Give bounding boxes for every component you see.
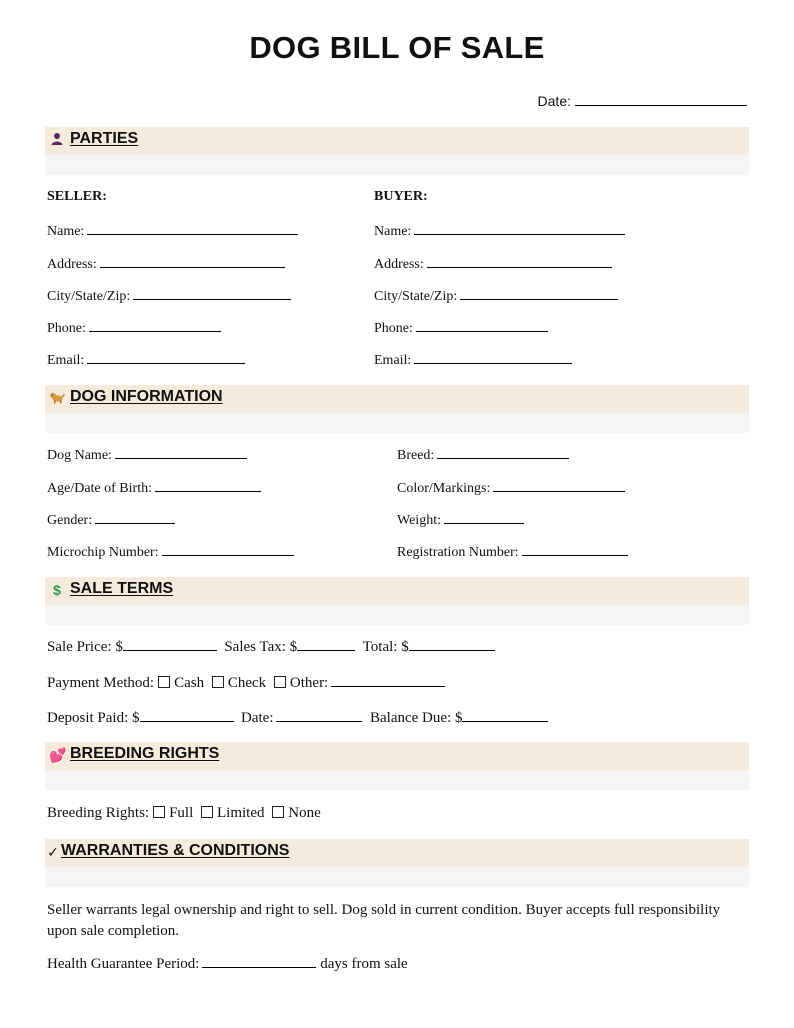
breed-field (397, 446, 569, 464)
color-label: Color/Markings: (397, 481, 491, 496)
seller-heading: SELLER: (47, 189, 107, 204)
payment-method-row (47, 674, 445, 692)
age-field (47, 479, 261, 497)
seller-phone-line[interactable] (89, 319, 221, 332)
gender-field (47, 511, 175, 529)
seller-address-label: Address: (47, 257, 97, 272)
dog-info-section-title: DOG INFORMATION (70, 388, 223, 405)
document-title: DOG BILL OF SALE (249, 30, 545, 65)
limited-checkbox[interactable] (201, 806, 213, 818)
dollar-sign-icon: $ (53, 582, 61, 598)
seller-name-field (47, 222, 298, 240)
balance-due-label: Balance Due: $ (369, 710, 463, 726)
dog-icon (49, 390, 65, 406)
sale-price-label: Sale Price: $ (47, 639, 123, 655)
sale-terms-section-title: SALE TERMS (70, 580, 174, 597)
buyer-address-line[interactable] (427, 255, 612, 268)
check-checkbox[interactable] (212, 676, 224, 688)
buyer-city-field (374, 287, 618, 305)
deposit-date-label: Date: (241, 710, 274, 726)
buyer-name-line[interactable] (414, 222, 625, 235)
dog-name-field (47, 446, 247, 464)
limited-label: Limited (217, 805, 265, 821)
weight-field (397, 511, 524, 529)
buyer-phone-field (374, 319, 548, 337)
date-field (538, 92, 747, 109)
weight-line[interactable] (444, 511, 524, 524)
color-line[interactable] (493, 479, 625, 492)
none-checkbox[interactable] (272, 806, 284, 818)
cash-checkbox[interactable] (158, 676, 170, 688)
check-label: Check (227, 675, 267, 691)
warranty-statement: Seller warrants legal ownership and right to sell. Dog sold in current condition. Buyer accepts full responsibility upon sale completion. (47, 902, 721, 939)
health-guarantee-label: Health Guarantee Period: (47, 956, 200, 972)
health-guarantee-suffix: days from sale (320, 956, 408, 972)
registration-line[interactable] (522, 543, 628, 556)
hearts-icon: 💕 (49, 747, 67, 763)
age-label: Age/Date of Birth: (47, 481, 152, 496)
section-band (45, 605, 749, 625)
health-guarantee-row (47, 955, 408, 973)
breeding-section-header (45, 742, 749, 770)
breeding-rights-row (47, 805, 321, 822)
seller-address-line[interactable] (100, 255, 285, 268)
microchip-label: Microchip Number: (47, 545, 159, 560)
warranties-section-header (45, 839, 749, 867)
registration-field (397, 543, 628, 561)
deposit-date-line[interactable] (276, 709, 362, 722)
buyer-email-line[interactable] (414, 351, 572, 364)
buyer-heading: BUYER: (374, 189, 428, 204)
microchip-line[interactable] (162, 543, 294, 556)
payment-method-label: Payment Method: (47, 675, 155, 691)
age-line[interactable] (155, 479, 261, 492)
dog-name-line[interactable] (115, 446, 247, 459)
breeding-section-title: BREEDING RIGHTS (70, 745, 220, 762)
weight-label: Weight: (397, 513, 441, 528)
microchip-field (47, 543, 294, 561)
other-line[interactable] (331, 674, 445, 687)
sales-tax-label: Sales Tax: $ (224, 639, 298, 655)
section-band (45, 155, 749, 175)
buyer-phone-line[interactable] (416, 319, 548, 332)
buyer-email-label: Email: (374, 353, 412, 368)
other-checkbox[interactable] (274, 676, 286, 688)
total-label: Total: $ (362, 639, 409, 655)
breed-label: Breed: (397, 448, 435, 463)
health-guarantee-line[interactable] (202, 955, 316, 968)
deposit-line[interactable] (140, 709, 234, 722)
full-label: Full (169, 805, 194, 821)
section-band (45, 867, 749, 887)
seller-name-label: Name: (47, 224, 85, 239)
seller-email-field (47, 351, 245, 369)
deposit-row (47, 709, 548, 727)
section-band (45, 770, 749, 790)
sale-terms-section-header (45, 577, 749, 605)
seller-email-label: Email: (47, 353, 85, 368)
buyer-name-label: Name: (374, 224, 412, 239)
seller-city-line[interactable] (133, 287, 291, 300)
date-input-line[interactable] (575, 92, 747, 106)
gender-label: Gender: (47, 513, 93, 528)
buyer-address-field (374, 255, 612, 273)
buyer-city-label: City/State/Zip: (374, 289, 458, 304)
buyer-city-line[interactable] (460, 287, 618, 300)
seller-address-field (47, 255, 285, 273)
warranties-section-title: WARRANTIES & CONDITIONS (61, 842, 290, 859)
sale-price-line[interactable] (123, 638, 217, 651)
parties-section-header (45, 127, 749, 155)
buyer-address-label: Address: (374, 257, 424, 272)
seller-email-line[interactable] (87, 351, 245, 364)
buyer-name-field (374, 222, 625, 240)
dog-info-section-header (45, 385, 749, 413)
seller-city-field (47, 287, 291, 305)
breeding-rights-label: Breeding Rights: (47, 805, 150, 821)
other-label: Other: (289, 675, 329, 691)
balance-due-line[interactable] (462, 709, 548, 722)
sales-tax-line[interactable] (297, 638, 355, 651)
breed-line[interactable] (437, 446, 569, 459)
none-label: None (288, 805, 321, 821)
checkmark-icon: ✓ (47, 844, 59, 860)
seller-phone-field (47, 319, 221, 337)
section-band (45, 413, 749, 433)
seller-name-line[interactable] (87, 222, 298, 235)
deposit-label: Deposit Paid: $ (47, 710, 140, 726)
cash-label: Cash (174, 675, 205, 691)
person-icon (49, 132, 65, 148)
seller-city-label: City/State/Zip: (47, 289, 131, 304)
parties-section-title: PARTIES (70, 130, 139, 147)
buyer-phone-label: Phone: (374, 321, 413, 336)
buyer-email-field (374, 351, 572, 369)
total-line[interactable] (409, 638, 495, 651)
color-field (397, 479, 625, 497)
seller-phone-label: Phone: (47, 321, 86, 336)
registration-label: Registration Number: (397, 545, 519, 560)
price-row (47, 638, 495, 656)
gender-line[interactable] (95, 511, 175, 524)
date-label: Date: (537, 93, 571, 109)
full-checkbox[interactable] (153, 806, 165, 818)
dog-name-label: Dog Name: (47, 448, 112, 463)
